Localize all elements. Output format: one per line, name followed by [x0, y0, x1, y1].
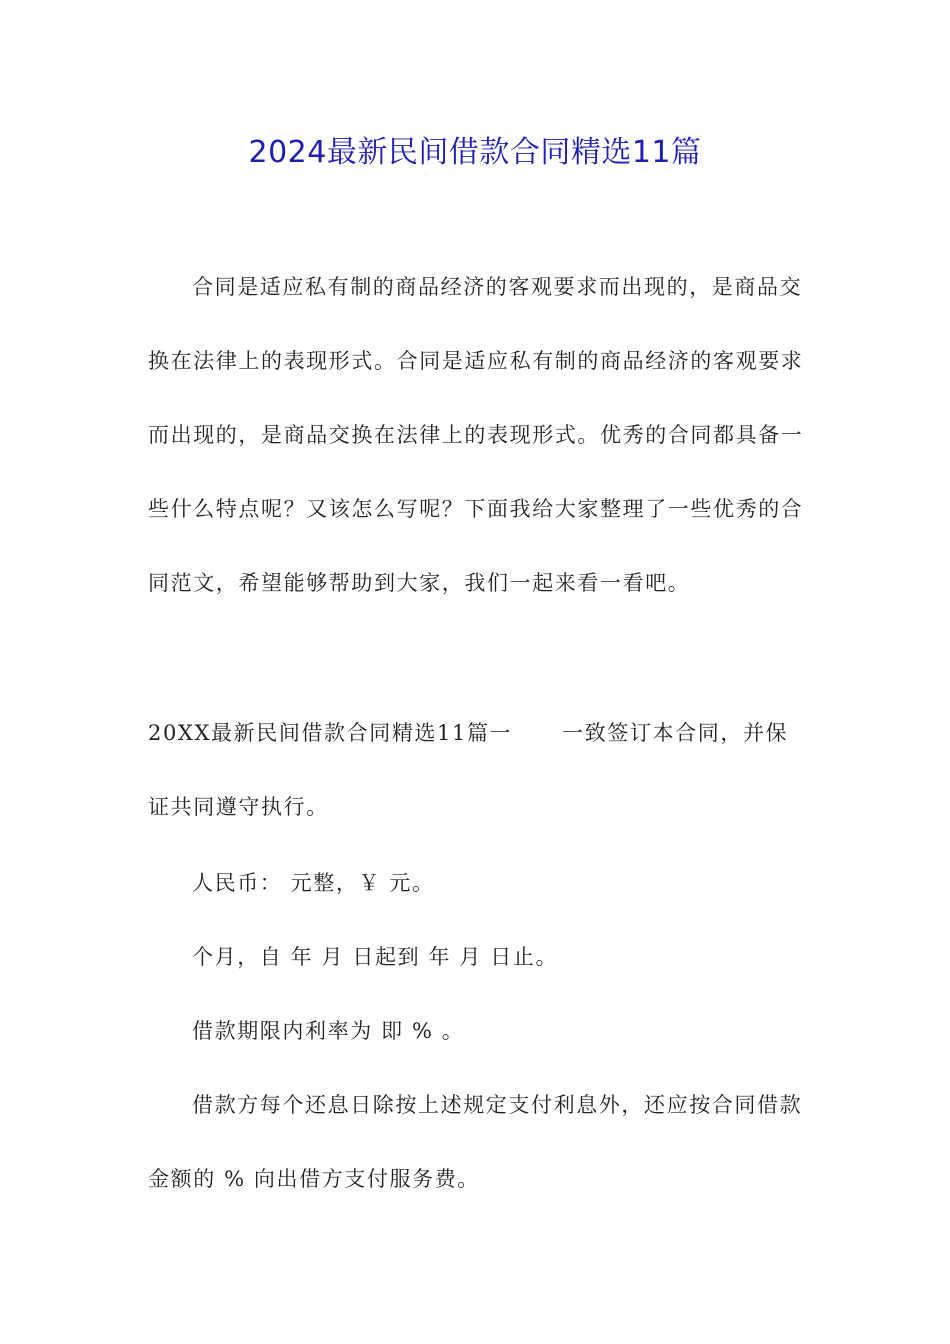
- section-text: 一致签订本合同，并保证共同遵守执行。: [148, 721, 789, 819]
- rate-line: 借款期限内利率为 即 % 。: [192, 1019, 465, 1043]
- term-line: 个月，自 年 月 日起到 年 月 日止。: [192, 945, 559, 969]
- amount-line: 人民币： 元整，￥ 元。: [192, 871, 435, 895]
- intro-paragraph: 合同是适应私有制的商品经济的客观要求而出现的，是商品交换在法律上的表现形式。合同是适应私有制的商品经济的客观要求而出现的，是商品交换在法律上的表现形式。优秀的合同都具备一些什么特点呢？又该怎么写呢？下面我给大家整理了一些优秀的合同范文，希望能够帮助到大家，我们一起来看一看吧。: [148, 275, 804, 595]
- fee-line: 借款方每个还息日除按上述规定支付利息外，还应按合同借款金额的 % 向出借方支付服务费。: [148, 1093, 803, 1191]
- document-title: 2024最新民间借款合同精选11篇: [248, 135, 702, 170]
- section-heading: 20XX最新民间借款合同精选11篇一: [148, 721, 513, 745]
- section-paragraph: [148, 696, 806, 844]
